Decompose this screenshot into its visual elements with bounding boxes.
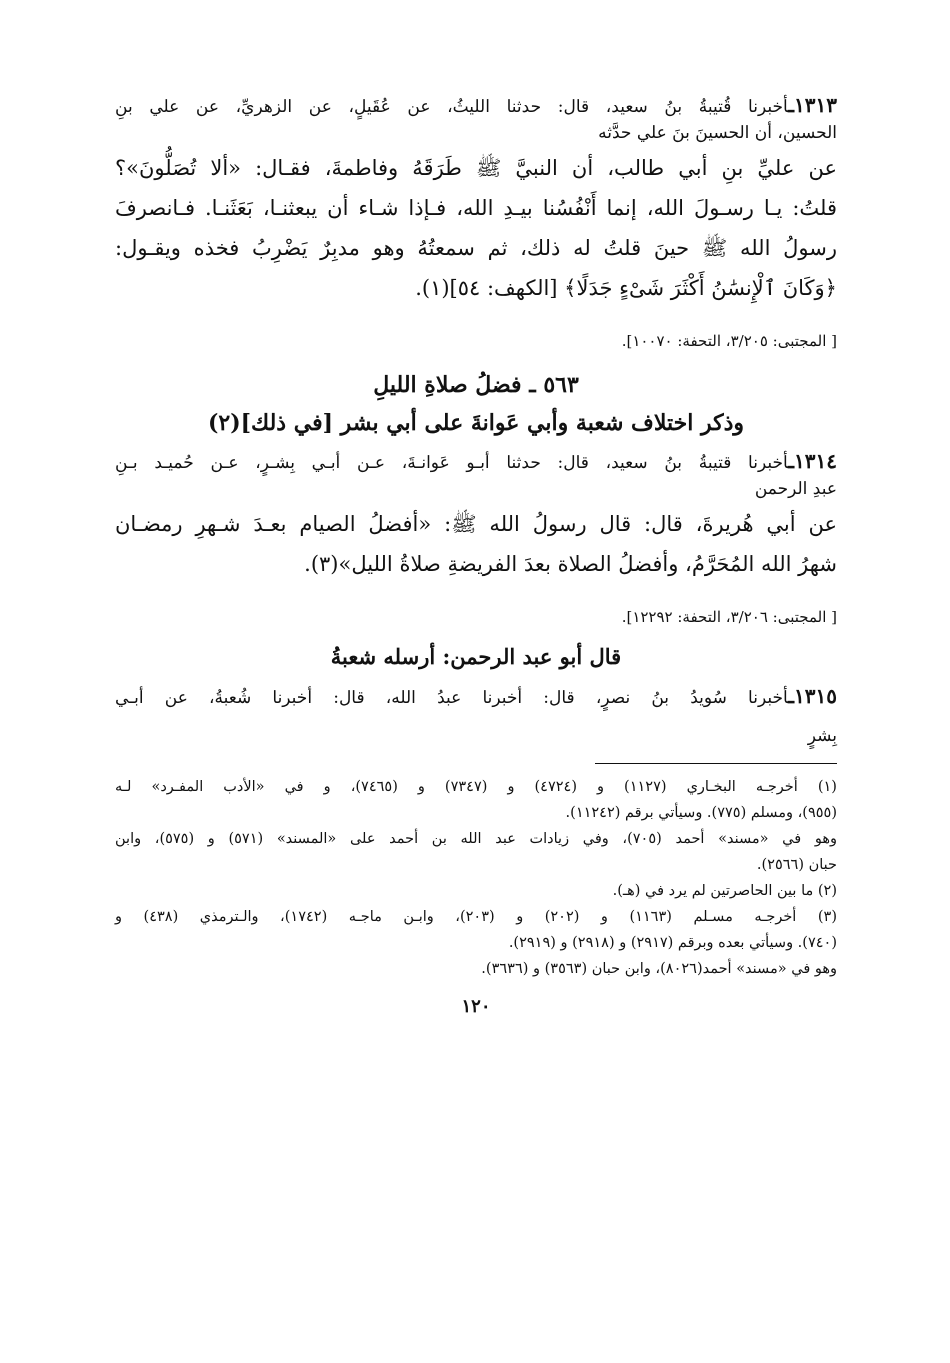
footnotes <box>115 774 837 982</box>
section-note-heading: قال أبو عبد الرحمن: أرسله شعبةُ <box>330 644 622 669</box>
hadith-number: ١٣١٥ـ <box>788 684 837 708</box>
matn-line: شهرُ الله المُحَرَّمُ، وأفضلُ الصلاة بعدَ الفريضةِ صلاةُ الليل»(٣). <box>304 552 837 576</box>
footnote-line: (١) أخرجـه البخـاري (١١٢٧) و (٤٧٢٤) و (٧٣٤٧) و (٧٤٦٥)، و في «الأدب المفـرد» لـه <box>115 779 837 795</box>
isnad-line: ١٣١٥ـأخبرنا سُويدُ بنُ نصرٍ، قال: أخبرنا عبدُ الله، قال: أخبرنا شُعبةُ، عن أبـي <box>115 684 837 708</box>
chapter-heading <box>115 366 837 442</box>
matn-line: ﴿وَكَانَ ٱلْإِنسَٰنُ أَكْثَرَ شَىْءٍ جَدَلًا﴾ [الكهف: ٥٤](١). <box>415 276 837 300</box>
hadith-1314 <box>115 448 837 626</box>
source-reference: [ المجتبى: ٣/٢٠٦، التحفة: ١٢٢٩٢]. <box>621 608 837 626</box>
matn-line: عن أبي هُريرةَ، قال: قال رسولُ الله ﷺ: «أفضلُ الصيام بعـدَ شـهرِ رمضـان <box>115 512 837 536</box>
page-number: ١٢٠ <box>461 996 491 1017</box>
footnote-line: وهو في «مسند» أحمد(٨٠٢٦)، وابن حبان (٣٥٦٣) و (٣٦٣٦). <box>481 961 837 977</box>
isnad-line: بِشرٍ <box>807 726 837 746</box>
chapter-subtitle: وذكر اختلاف شعبة وأبي عَوانةَ على أبي بشر [في ذلك](٢) <box>207 410 745 436</box>
chapter-title: ٥٦٣ ـ فضلُ صلاةِ الليلِ <box>373 372 579 398</box>
footnote-line: (٩٥٥)، ومسلم (٧٧٥). وسيأتي برقم (١١٢٤٢). <box>565 805 837 821</box>
isnad-line: ١٣١٣ـأخبرنا قُتيبةُ بنُ سعيد، قال: حدثنا الليثُ، عن عُقَيلٍ، عن الزهريِّ، عن علي بنِ <box>115 93 837 117</box>
book-page <box>115 92 837 1017</box>
footnote-line: (٣) أخرجـه مسـلم (١١٦٣) و (٢٠٢) و (٢٠٣)، وابـن ماجـه (١٧٤٢)، والـترمذي (٤٣٨) و <box>115 909 837 925</box>
matn-line: قلتُ: يـا رسـولَ الله، إنما أَنْفُسُنا بيـدِ الله، فـإذا شـاء أن يبعثنـا، بَعَثَنـا. فـانصرفَ <box>115 196 837 220</box>
hadith-number: ١٣١٣ـ <box>788 93 837 117</box>
isnad-line: ١٣١٤ـأخبرنا قتيبةُ بنُ سعيد، قال: حدثنا أبـو عَوانـةَ، عـن أبـي بِشـرٍ، عـن حُميـد بـنِ <box>115 449 837 473</box>
hadith-1315 <box>115 683 837 749</box>
matn-line: رسولُ الله ﷺ حينَ قلتُ له ذلك، ثم سمعتُهُ وهو مدبِرٌ يَضْرِبُ فخذه ويقـول: <box>115 236 837 260</box>
hadith-number: ١٣١٤ـ <box>788 449 837 473</box>
hadith-1313 <box>115 92 837 350</box>
matn-line: عن عليِّ بنِ أبي طالب، أن النبيَّ ﷺ طَرَقَهُ وفاطمةَ، فقـال: «ألا تُصَلُّونَ»؟ <box>115 156 837 180</box>
footnote-line: حبان (٢٥٦٦). <box>756 857 837 873</box>
footnote-line: (٢) ما بين الحاصرتين لم يرد في (هـ). <box>612 883 837 899</box>
isnad-line: الحسين، أن الحسينَ بنَ علي حدَّثه <box>598 123 837 143</box>
isnad-line: عبدِ الرحمن <box>754 479 837 499</box>
footnote-line: (٧٤٠). وسيأتي بعده وبرقم (٢٩١٧) و (٢٩١٨) و (٢٩١٩). <box>508 935 837 951</box>
footnote-line: وهو في «مسند» أحمد (٧٠٥)، وفي زيادات عبد الله بن أحمد على «المسند» (٥٧١) و (٥٧٥)، وابن <box>115 831 837 847</box>
source-reference: [ المجتبى: ٣/٢٠٥، التحفة: ١٠٠٧٠]. <box>621 332 837 350</box>
footnote-separator <box>595 763 837 764</box>
